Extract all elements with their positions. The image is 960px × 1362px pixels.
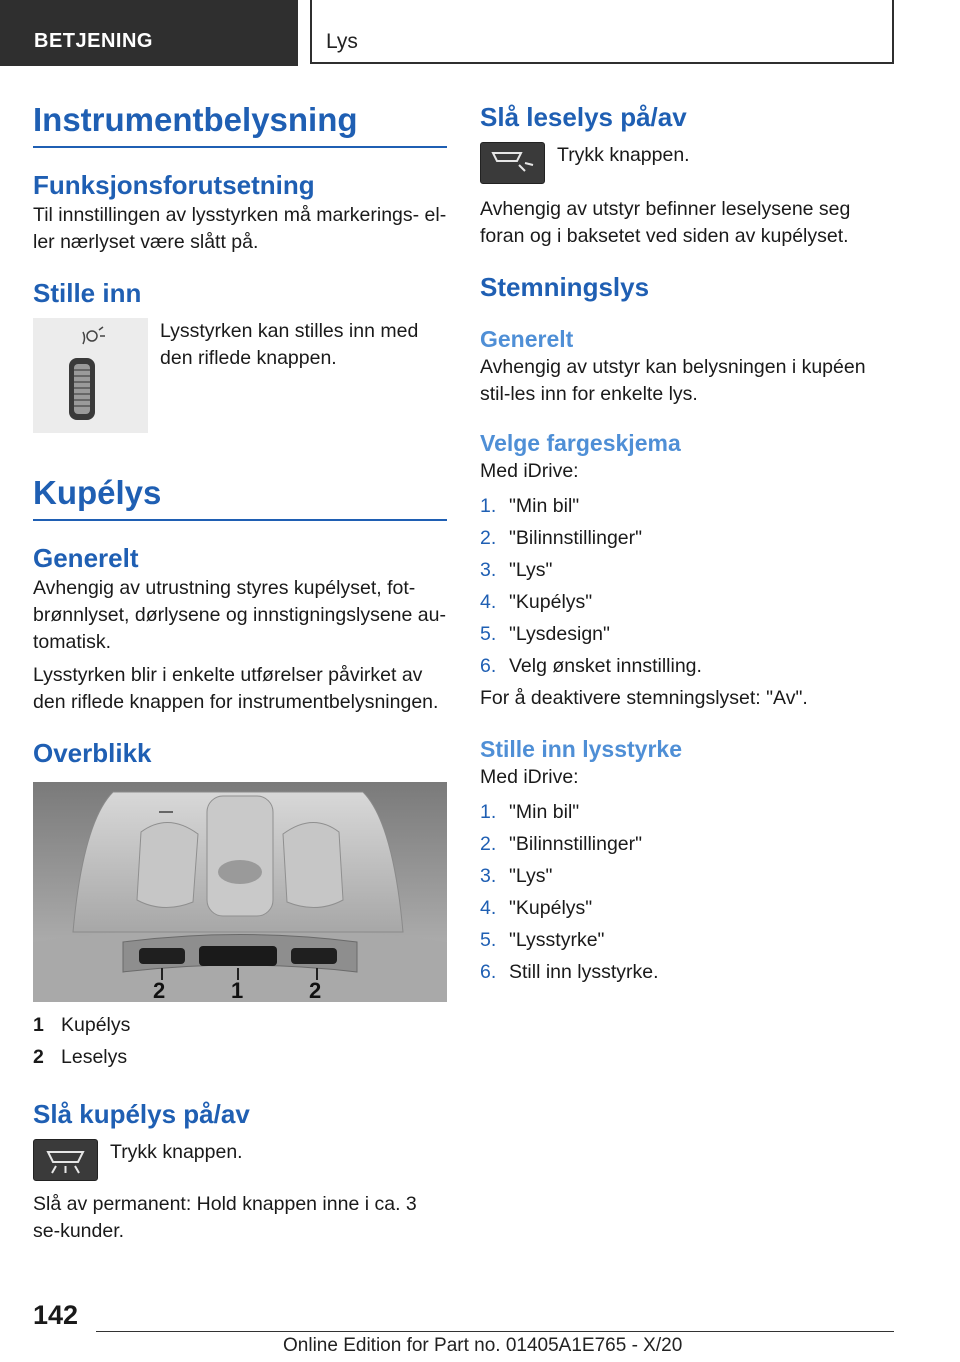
heading-sla-leselys: Slå leselys på/av: [480, 102, 687, 132]
overhead-console-photo: [33, 782, 447, 1002]
heading-stille-inn-lysstyrke: Stille inn lysstyrke: [480, 736, 682, 762]
text-leselys: Avhengig av utstyr befinner leselysene seg foran og i baksetet ved siden av kupélyset.: [480, 198, 851, 247]
dimmer-wheel-image: [33, 318, 148, 433]
footer-divider: [96, 1331, 894, 1332]
list-item: 1. "Min bil": [480, 495, 580, 517]
text-med-idrive-2: Med iDrive:: [480, 766, 579, 788]
list-item: 1. "Min bil": [480, 801, 580, 823]
photo-callout-2-right: 2: [309, 978, 322, 1002]
header-section-tab: [0, 0, 298, 66]
left-column: [33, 100, 447, 1245]
heading-overblikk: Overblikk: [33, 738, 152, 768]
footer-edition: Online Edition for Part no. 01405A1E765 - X/20: [283, 1335, 683, 1356]
text-stille-inn: Lysstyrken kan stilles inn med den riflede knappen.: [160, 320, 419, 369]
page-number: 142: [33, 1300, 79, 1330]
list-item: 6. Velg ønsket innstilling.: [480, 655, 702, 677]
header-chapter-label: Lys: [326, 30, 358, 53]
text-generelt-1: Avhengig av utrustning styres kupélyset, fot-brønnlyset, dørlysene og innstigningslysene au-tomatisk.: [33, 577, 446, 653]
heading-velge-fargeskjema: Velge fargeskjema: [480, 430, 681, 456]
interior-light-icon: [34, 1140, 97, 1180]
overhead-console-illustration: [33, 782, 447, 1002]
list-item: 6. Still inn lysstyrke.: [480, 961, 659, 983]
heading-funksjonsforutsetning: Funksjonsforutsetning: [33, 170, 315, 200]
photo-legend: [33, 1012, 447, 1071]
steps-lysstyrke: [480, 799, 894, 986]
list-item: 5. "Lysstyrke": [480, 929, 605, 951]
list-item: 4. "Kupélys": [480, 591, 593, 613]
header-chapter-box: [310, 0, 894, 64]
heading-stemningslys: Stemningslys: [480, 272, 650, 302]
heading-generelt-stemning: Generelt: [480, 326, 574, 352]
list-item: 2. "Bilinnstillinger": [480, 527, 643, 549]
legend-item: 1 Kupélys: [33, 1014, 131, 1036]
list-item: 4. "Kupélys": [480, 897, 593, 919]
knurled-wheel-icon: [33, 318, 148, 433]
heading-stille-inn: Stille inn: [33, 278, 142, 308]
interior-light-button-icon: [33, 1139, 98, 1181]
text-generelt-stemning: Avhengig av utstyr kan belysningen i kupéen stil-les inn for enkelte lys.: [480, 356, 866, 405]
header-section-label: BETJENING: [34, 30, 153, 52]
text-sla-av-permanent: Slå av permanent: Hold knappen inne i ca. 3 se-kunder.: [33, 1193, 417, 1242]
heading-sla-kupelys: Slå kupélys på/av: [33, 1099, 250, 1129]
right-column: [480, 100, 894, 991]
text-generelt-2: Lysstyrken blir i enkelte utførelser påvirket av den riflede knappen for instrumentbelysningen.: [33, 664, 439, 713]
heading-kupelys: Kupélys: [33, 473, 447, 521]
legend-item: 2 Leselys: [33, 1046, 128, 1068]
text-trykk-knappen: Trykk knappen.: [110, 1141, 243, 1163]
list-item: 3. "Lys": [480, 559, 553, 581]
text-funksjonsforutsetning: Til innstillingen av lysstyrken må markerings- el-ler nærlyset være slått på.: [33, 204, 447, 253]
text-deaktivere: For å deaktivere stemningslyset: "Av".: [480, 687, 808, 709]
text-trykk-knappen-leselys: Trykk knappen.: [557, 144, 690, 166]
photo-callout-2-left: 2: [153, 978, 166, 1002]
reading-light-button-icon: [480, 142, 545, 184]
list-item: 3. "Lys": [480, 865, 553, 887]
heading-instrumentbelysning: Instrumentbelysning: [33, 100, 447, 148]
list-item: 2. "Bilinnstillinger": [480, 833, 643, 855]
heading-generelt: Generelt: [33, 543, 139, 573]
photo-callout-1: 1: [231, 978, 244, 1002]
list-item: 5. "Lysdesign": [480, 623, 610, 645]
text-med-idrive-1: Med iDrive:: [480, 460, 579, 482]
reading-light-icon: [481, 143, 544, 183]
steps-fargeskjema: [480, 493, 894, 680]
